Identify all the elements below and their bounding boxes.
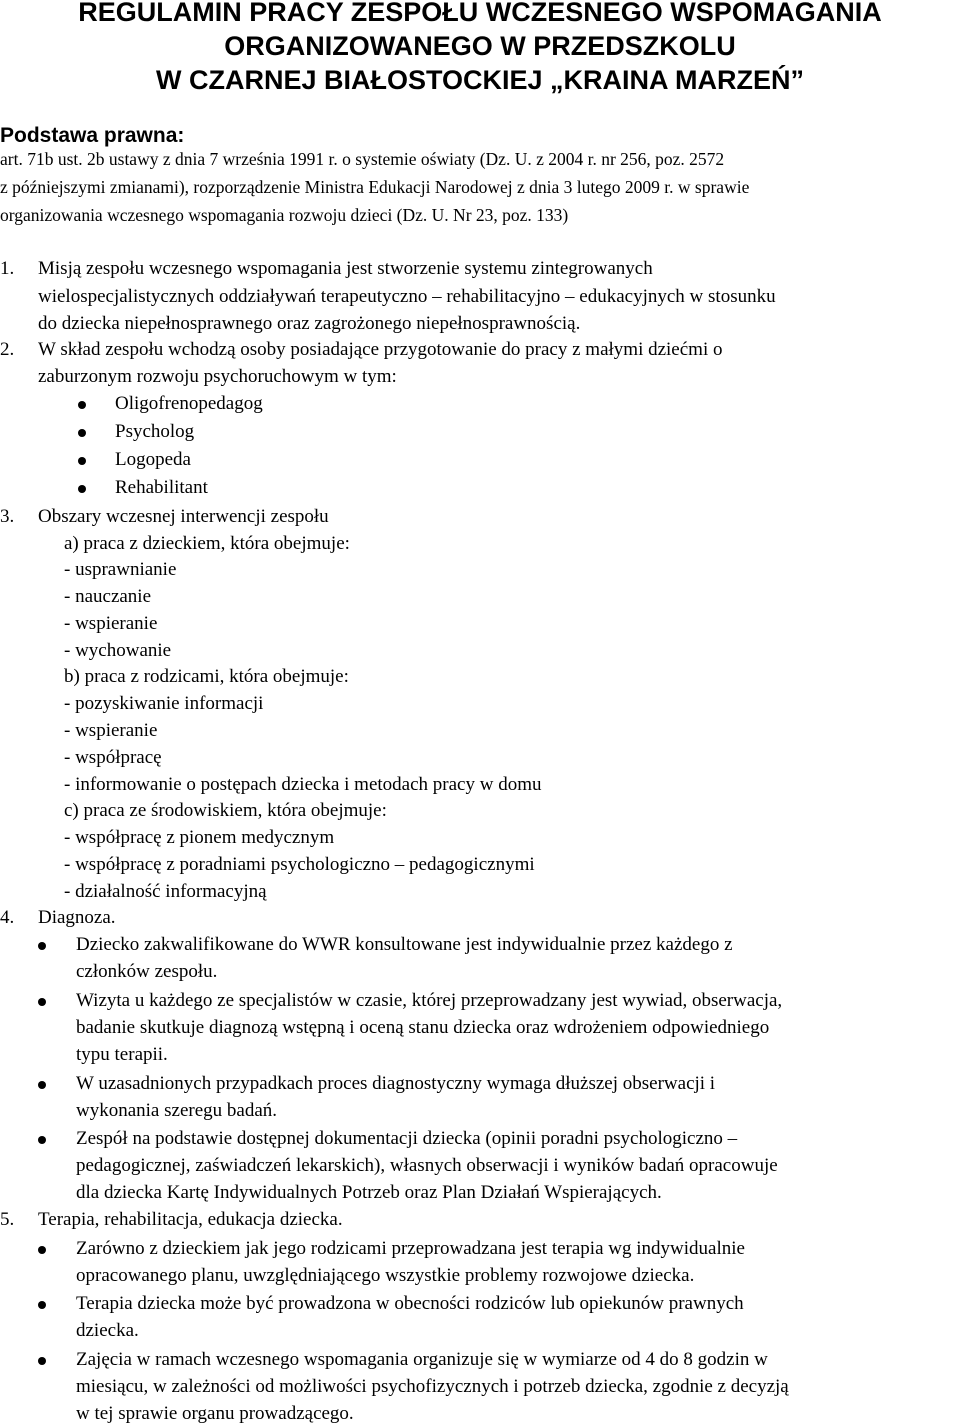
- bullet-icon: [78, 401, 86, 409]
- bullet-icon: [38, 1136, 46, 1144]
- diagnosis-point: dla dziecka Kartę Indywidualnych Potrzeb oraz Plan Działań Wspierających.: [76, 1182, 662, 1203]
- work-area-item: - informowanie o postępach dziecka i metodach pracy w domu: [64, 774, 542, 795]
- bullet-icon: [38, 1357, 46, 1365]
- work-area-item: - nauczanie: [64, 586, 152, 607]
- therapy-point: miesiącu, w zależności od możliwości psychofizycznych i potrzeb dziecka, zgodnie z decyzją: [76, 1376, 789, 1397]
- bullet-icon: [38, 1246, 46, 1254]
- legal-basis-heading: Podstawa prawna:: [0, 124, 185, 147]
- bullet-icon: [38, 942, 46, 950]
- diagnosis-point: wykonania szeregu badań.: [76, 1100, 278, 1121]
- work-area-item: - działalność informacyjną: [64, 881, 267, 902]
- legal-basis-line: organizowania wczesnego wspomagania rozwoju dzieci (Dz. U. Nr 23, poz. 133): [0, 205, 569, 225]
- work-area-label: b) praca z rodzicami, która obejmuje:: [64, 666, 349, 687]
- therapy-point: opracowanego planu, uwzględniającego wszystkie problemy rozwojowe dziecka.: [76, 1265, 695, 1286]
- bullet-icon: [38, 998, 46, 1006]
- diagnosis-point: Zespół na podstawie dostępnej dokumentacji dziecka (opinii poradni psychologiczno –: [76, 1128, 738, 1149]
- diagnosis-point: Wizyta u każdego ze specjalistów w czasie, której przeprowadzany jest wywiad, obserwacja,: [76, 990, 783, 1011]
- work-area-item: - współpracę: [64, 747, 162, 768]
- section-3-number: 3.: [0, 506, 15, 527]
- therapy-point: Zajęcia w ramach wczesnego wspomagania organizuje się w wymiarze od 4 do 8 godzin w: [76, 1349, 768, 1370]
- work-area-item: - współpracę z poradniami psychologiczno – pedagogicznymi: [64, 854, 535, 875]
- document-title-line-3: W CZARNEJ BIAŁOSTOCKIEJ „KRAINA MARZEŃ”: [155, 65, 804, 95]
- diagnosis-point: członków zespołu.: [76, 961, 218, 982]
- work-area-item: - wychowanie: [64, 640, 172, 661]
- section-3-heading: Obszary wczesnej interwencji zespołu: [38, 506, 329, 527]
- diagnosis-point: badanie skutkuje diagnozą wstępną i oceną stanu dziecka oraz wdrożeniem odpowiedniego: [76, 1017, 770, 1038]
- diagnosis-point: typu terapii.: [76, 1044, 168, 1065]
- bullet-icon: [38, 1301, 46, 1309]
- therapy-point: w tej sprawie organu prowadzącego.: [76, 1403, 354, 1424]
- therapy-point: Zarówno z dzieckiem jak jego rodzicami przeprowadzana jest terapia wg indywidualnie: [76, 1238, 745, 1259]
- section-2-number: 2.: [0, 339, 15, 360]
- work-area-item: - pozyskiwanie informacji: [64, 693, 264, 714]
- work-area-label: a) praca z dzieckiem, która obejmuje:: [64, 533, 350, 554]
- bullet-icon: [78, 429, 86, 437]
- therapy-point: Terapia dziecka może być prowadzona w obecności rodziców lub opiekunów prawnych: [76, 1293, 744, 1314]
- team-member: Logopeda: [115, 449, 191, 470]
- legal-basis-line: z późniejszymi zmianami), rozporządzenie Ministra Edukacji Narodowej z dnia 3 lutego 2009 r. w sprawie: [0, 177, 750, 197]
- team-member: Rehabilitant: [115, 477, 208, 498]
- work-area-label: c) praca ze środowiskiem, która obejmuje:: [64, 800, 387, 821]
- team-member: Psycholog: [115, 421, 195, 442]
- legal-basis-line: art. 71b ust. 2b ustawy z dnia 7 września 1991 r. o systemie oświaty (Dz. U. z 2004 r. nr 256, poz. 2572: [0, 149, 725, 169]
- section-5-heading: Terapia, rehabilitacja, edukacja dziecka.: [38, 1209, 343, 1230]
- therapy-point: dziecka.: [76, 1320, 139, 1341]
- work-area-item: - wspieranie: [64, 720, 158, 741]
- team-member: Oligofrenopedagog: [115, 393, 263, 414]
- bullet-icon: [78, 485, 86, 493]
- section-2-text: zaburzonym rozwoju psychoruchowym w tym:: [38, 366, 397, 387]
- bullet-icon: [38, 1081, 46, 1089]
- diagnosis-point: pedagogicznej, zaświadczeń lekarskich), własnych obserwacji i wyników badań opracowuje: [76, 1155, 778, 1176]
- section-4-number: 4.: [0, 907, 15, 928]
- work-area-item: - usprawnianie: [64, 559, 177, 580]
- section-1-text: wielospecjalistycznych oddziaływań terapeutyczno – rehabilitacyjno – edukacyjnych w stosunku: [38, 286, 776, 307]
- section-1-text: Misją zespołu wczesnego wspomagania jest stworzenie systemu zintegrowanych: [38, 258, 653, 279]
- section-4-heading: Diagnoza.: [38, 907, 116, 928]
- work-area-item: - współpracę z pionem medycznym: [64, 827, 335, 848]
- bullet-icon: [78, 457, 86, 465]
- section-2-text: W skład zespołu wchodzą osoby posiadające przygotowanie do pracy z małymi dziećmi o: [38, 339, 723, 360]
- diagnosis-point: Dziecko zakwalifikowane do WWR konsultowane jest indywidualnie przez każdego z: [76, 934, 733, 955]
- document-title-line-1: REGULAMIN PRACY ZESPOŁU WCZESNEGO WSPOMAGANIA: [78, 0, 882, 27]
- document-title-line-2: ORGANIZOWANEGO W PRZEDSZKOLU: [224, 31, 736, 61]
- work-area-item: - wspieranie: [64, 613, 158, 634]
- section-1-text: do dziecka niepełnosprawnego oraz zagrożonego niepełnosprawnością.: [38, 313, 581, 334]
- section-5-number: 5.: [0, 1209, 15, 1230]
- diagnosis-point: W uzasadnionych przypadkach proces diagnostyczny wymaga dłuższej obserwacji i: [76, 1073, 716, 1094]
- section-1-number: 1.: [0, 258, 15, 279]
